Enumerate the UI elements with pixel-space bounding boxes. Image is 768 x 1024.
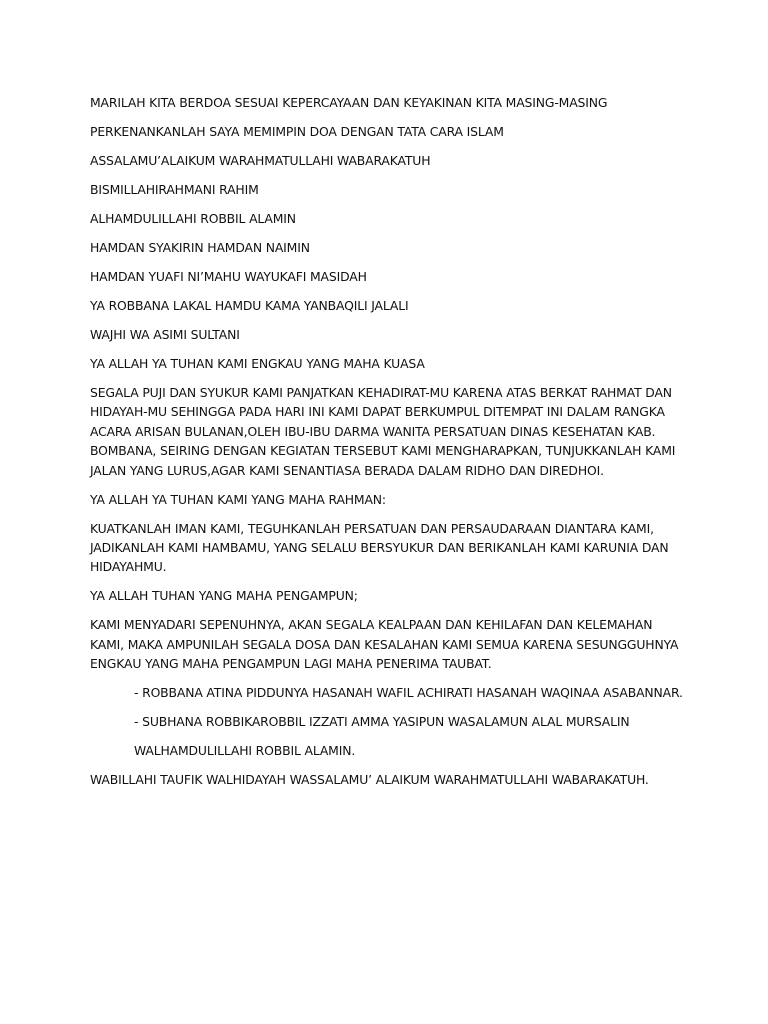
paragraph: WAJHI WA ASIMI SULTANI [90, 327, 240, 342]
paragraph: SEGALA PUJI DAN SYUKUR KAMI PANJATKAN KEHADIRAT-MU KARENA ATAS BERKAT RAHMAT DAN HIDAYAH-MU SEHINGGA PADA HARI INI KAMI DAPAT BERKUMPUL DITEMPAT INI DALAM RANGKA ACARA ARISAN BULANAN,OLEH IBU-IBU DARMA WANITA PERSATUAN DINAS KESEHATAN KAB. BOMBANA, SEIRING DENGAN KEGIATAN TERSEBUT KAMI MENGHARAPKAN, TUNJUKKANLAH KAMI JALAN YANG LURUS,AGAR KAMI SENANTIASA BERADA DALAM RIDHO DAN DIREDHOI. [90, 385, 676, 478]
paragraph: HAMDAN YUAFI NI’MAHU WAYUKAFI MASIDAH [90, 269, 367, 284]
list-item: - ROBBANA ATINA PIDDUNYA HASANAH WAFIL ACHIRATI HASANAH WAQINAA ASABANNAR. [134, 685, 683, 701]
paragraph: ASSALAMU’ALAIKUM WARAHMATULLAHI WABARAKATUH [90, 153, 431, 168]
paragraph: YA ALLAH YA TUHAN KAMI ENGKAU YANG MAHA KUASA [90, 356, 425, 371]
paragraph: KAMI MENYADARI SEPENUHNYA, AKAN SEGALA KEALPAAN DAN KEHILAFAN DAN KELEMAHAN KAMI, MAKA AMPUNILAH SEGALA DOSA DAN KESALAHAN KAMI SEMUA KARENA SESUNGGUHNYA ENGKAU YANG MAHA PENGAMPUN LAGI MAHA PENERIMA TAUBAT. [90, 617, 679, 672]
paragraph: YA ALLAH YA TUHAN KAMI YANG MAHA RAHMAN: [90, 491, 386, 507]
paragraph: MARILAH KITA BERDOA SESUAI KEPERCAYAAN DAN KEYAKINAN KITA MASING-MASING [90, 95, 608, 110]
paragraph: WALHAMDULILLAHI ROBBIL ALAMIN. [134, 743, 356, 759]
paragraph: ALHAMDULILLAHI ROBBIL ALAMIN [90, 211, 296, 226]
paragraph: KUATKANLAH IMAN KAMI, TEGUHKANLAH PERSATUAN DAN PERSAUDARAAN DIANTARA KAMI, JADIKANLAH KAMI HAMBAMU, YANG SELALU BERSYUKUR DAN BERIKANLAH KAMI KARUNIA DAN HIDAYAHMU. [90, 520, 669, 575]
paragraph: YA ROBBANA LAKAL HAMDU KAMA YANBAQILI JALALI [90, 298, 409, 313]
paragraph: BISMILLAHIRAHMANI RAHIM [90, 182, 259, 197]
list-item: - SUBHANA ROBBIKAROBBIL IZZATI AMMA YASIPUN WASALAMUN ALAL MURSALIN [134, 714, 630, 730]
paragraph: PERKENANKANLAH SAYA MEMIMPIN DOA DENGAN TATA CARA ISLAM [90, 124, 504, 139]
document-body [90, 93, 690, 799]
paragraph: WABILLAHI TAUFIK WALHIDAYAH WASSALAMU’ ALAIKUM WARAHMATULLAHI WABARAKATUH. [90, 772, 649, 788]
paragraph: YA ALLAH TUHAN YANG MAHA PENGAMPUN; [90, 588, 358, 604]
paragraph: HAMDAN SYAKIRIN HAMDAN NAIMIN [90, 240, 310, 255]
